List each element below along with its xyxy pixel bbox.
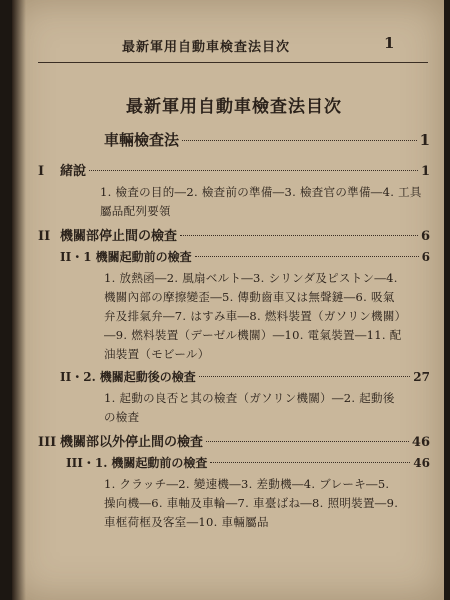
- header-rule: [38, 62, 428, 63]
- toc-entry-page: 1: [419, 131, 430, 149]
- toc-entry-number: II: [38, 229, 51, 244]
- toc-entry-number: III・1.: [66, 456, 108, 470]
- toc-entry-page: 6: [421, 250, 430, 264]
- toc-subtopics: 1. クラッチ―2. 變速機―3. 差動機―4. ブレーキ―5. 操向機―6. 車軸及車輪―7. 車臺ばね―8. 照明裝置―9. 車框荷框及客室―10. 車輛屬品: [104, 477, 399, 529]
- toc-entry-label: 機關起動前の檢査: [95, 250, 192, 264]
- running-title: 最新軍用自動車検査法目次: [122, 40, 291, 55]
- toc-entry-label: 機關起動後の檢査: [99, 370, 196, 384]
- toc-entry[interactable]: [60, 248, 430, 265]
- toc-entry-page: 46: [411, 435, 430, 450]
- toc-entry-number: II・1: [60, 250, 92, 264]
- toc-entry[interactable]: [60, 368, 430, 385]
- toc-entry-label: 機關起動前の檢査: [111, 456, 208, 470]
- toc-entry-page: 46: [413, 456, 430, 470]
- toc-entry-page: 27: [413, 370, 430, 384]
- toc-entry-label: 機關部停止間の檢査: [60, 229, 178, 244]
- toc-subtopics: 1. 檢査の目的―2. 檢査前の準備―3. 檢査官の準備―4. 工具屬品配列要領: [100, 185, 422, 218]
- page-gutter-shadow: [12, 0, 26, 600]
- toc-entry-number: I: [38, 164, 45, 179]
- leader-dots: [199, 376, 411, 377]
- toc-entry-label: 機關部以外停止間の檢査: [60, 435, 204, 450]
- toc-entry-number: III: [38, 435, 57, 450]
- toc-entry-number: II・2.: [60, 370, 96, 384]
- toc-subtopics: 1. 起動の良否と其の檢査（ガソリン機關）―2. 起動後の檢査: [104, 391, 395, 424]
- leader-dots: [206, 441, 409, 442]
- leader-dots: [182, 140, 417, 141]
- toc-entry[interactable]: [38, 225, 430, 244]
- page-number: 1: [384, 34, 395, 52]
- book-page: [12, 0, 444, 600]
- toc-entry-page: 6: [420, 229, 430, 244]
- toc-subtopics: 1. 放熱函―2. 風扇ベルト―3. シリンダ及ピストン―4. 機關內部の摩擦變歪―5. 傳動齒車又は無聲鏈―6. 吸氣弁及排氣弁―7. はすみ車―8. 燃料裝置（ガソリン機關）―9. 燃料裝置（デーゼル機關）―10. 電氣裝置―11. 配油裝置（モビール）: [104, 271, 402, 361]
- toc-entry[interactable]: [38, 431, 430, 450]
- leader-dots: [180, 235, 418, 236]
- toc-entry-label: 緒說: [60, 164, 87, 179]
- toc-entry[interactable]: [66, 454, 430, 471]
- leader-dots: [89, 170, 418, 171]
- leader-dots: [210, 462, 410, 463]
- toc-entry[interactable]: [104, 129, 430, 150]
- toc-entry[interactable]: [38, 160, 430, 179]
- table-of-contents: [38, 92, 430, 534]
- toc-entry-label: 車輛檢査法: [104, 131, 180, 149]
- toc-entry-page: 1: [420, 164, 430, 179]
- toc-title: 最新軍用自動車檢査法目次: [126, 97, 342, 117]
- leader-dots: [195, 256, 419, 257]
